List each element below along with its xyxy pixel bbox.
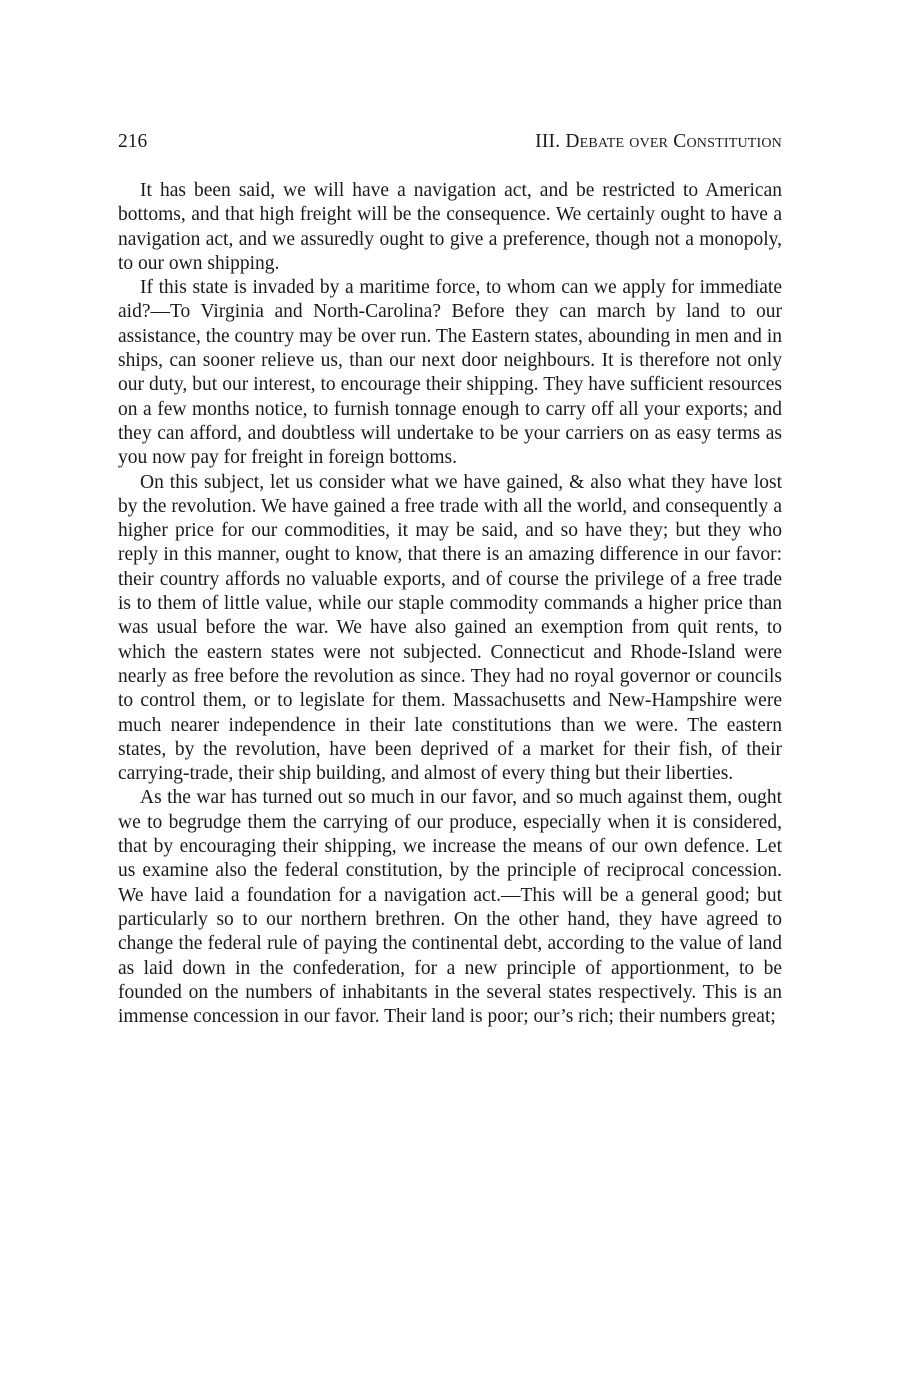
paragraph: If this state is invaded by a maritime force, to whom can we apply for immediate aid?—To Virginia and North-Carolina? Before they can march by land to our assistance, the country may be over run. The Eastern states, abounding in men and in ships, can sooner relieve us, than our next door neighbours. It is therefore not only our duty, but our interest, to encourage their shipping. They have sufficient resources on a few months notice, to furnish tonnage enough to carry off all your exports; and they can afford, and doubtless will undertake to be your carriers on as easy terms as you now pay for freight in foreign bottoms. [118, 277, 782, 469]
paragraph: It has been said, we will have a navigation act, and be restricted to American bottoms, and that high freight will be the consequence. We certainly ought to have a navigation act, and we assuredly ought to give a preference, though not a monopoly, to our own shipping. [118, 180, 782, 274]
page-number: 216 [118, 131, 148, 152]
section-title: III. Debate over Constitution [535, 131, 782, 152]
running-head [118, 128, 782, 156]
book-page [118, 128, 782, 1029]
paragraph: As the war has turned out so much in our favor, and so much against them, ought we to begrudge them the carrying of our produce, especially when it is considered, that by encouraging their shipping, we increase the means of our own defence. Let us examine also the federal constitution, by the principle of reciprocal concession. We have laid a foundation for a navigation act.—This will be a general good; but particularly so to our northern brethren. On the other hand, they have agreed to change the federal rule of paying the continental debt, according to the value of land as laid down in the confederation, for a new principle of apportionment, to be founded on the numbers of inhabitants in the several states respectively. This is an immense concession in our favor. Their land is poor; our’s rich; their numbers great; [118, 787, 782, 1028]
paragraph: On this subject, let us consider what we have gained, & also what they have lost by the revolution. We have gained a free trade with all the world, and consequently a higher price for our commodities, it may be said, and so have they; but they who reply in this manner, ought to know, that there is an amazing difference in our favor: their country affords no valuable exports, and of course the privilege of a free trade is to them of little value, while our staple commodity commands a higher price than was usual before the war. We have also gained an exemption from quit rents, to which the eastern states were not subjected. Connecticut and Rhode-Island were nearly as free before the revolution as since. They had no royal governor or councils to control them, or to legislate for them. Massachusetts and New-Hampshire were much nearer independence in their late constitutions than we were. The eastern states, by the revolution, have been deprived of a market for their fish, of their carrying-trade, their ship building, and almost of every thing but their liberties. [118, 471, 782, 785]
body-text [118, 179, 782, 1029]
